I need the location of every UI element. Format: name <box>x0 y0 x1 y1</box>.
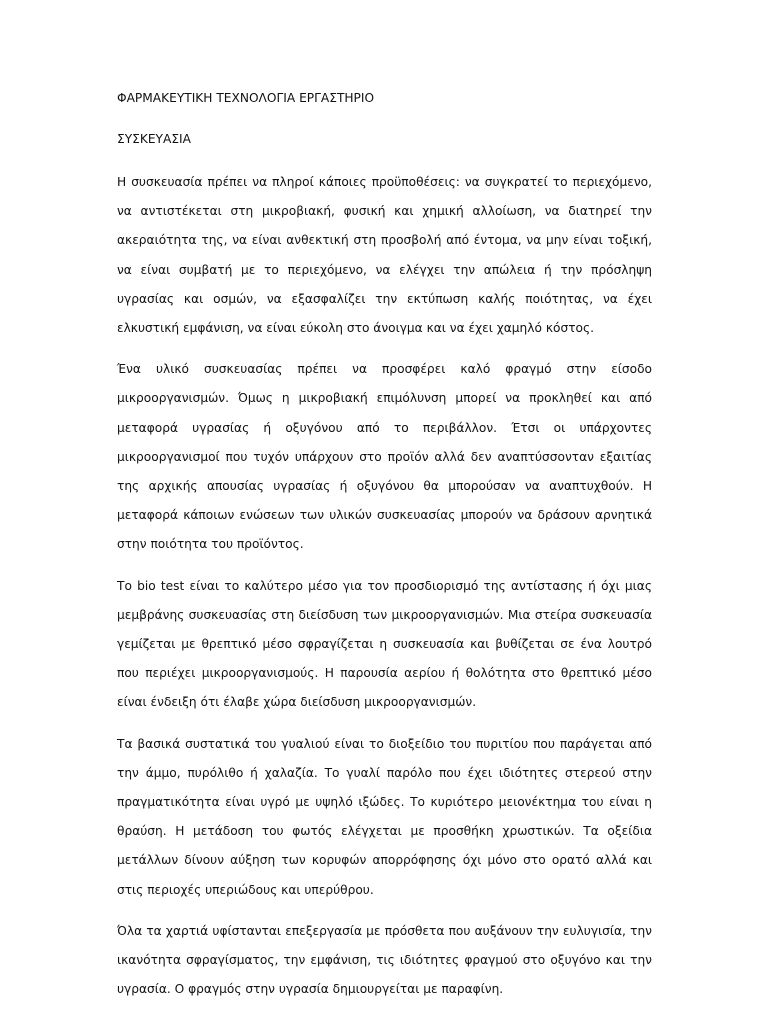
paragraph-glass: Τα βασικά συστατικά του γυαλιού είναι το διοξείδιο του πυριτίου που παράγεται από την άμμο, πυρόλιθο ή χαλαζία. Το γυαλί παρόλο που έχει ιδιότητες στερεού στην πραγματικότητα είναι υγρό με υψηλό ιξώδες. Το κυριότερο μειονέκτημα του είναι η θραύση. Η μετάδοση του φωτός ελέγχεται με προσθήκη χρωστικών. Τα οξείδια μετάλλων δίνουν αύξηση των κορυφών απορρόφησης όχι μόνο στο ορατό αλλά και στις περιοχές υπεριώδους και υπερύθρου. <box>117 736 652 897</box>
paragraph-packaging-requirements: Η συσκευασία πρέπει να πληροί κάποιες προϋποθέσεις: να συγκρατεί το περιεχόμενο, να αντιστέκεται στη μικροβιακή, φυσική και χημική αλλοίωση, να διατηρεί την ακεραιότητα της, να είναι ανθεκτική στη προσβολή από έντομα, να μην είναι τοξική, να είναι συμβατή με το περιεχόμενο, να ελέγχει την απώλεια ή την πρόσληψη υγρασίας και οσμών, να εξασφαλίζει την εκτύπωση καλής ποιότητας, να έχει ελκυστική εμφάνιση, να είναι εύκολη στο άνοιγμα και να έχει χαμηλό κόστος. <box>117 175 652 336</box>
paragraph-bio-test: Το bio test είναι το καλύτερο μέσο για τον προσδιορισμό της αντίστασης ή όχι μιας μεμβράνης συσκευασίας στη διείσδυση των μικροοργανισμών. Μια στείρα συσκευασία γεμίζεται με θρεπτικό μέσο σφραγίζεται η συσκευασία και βυθίζεται σε ένα λουτρό που περιέχει μικροοργανισμούς. Η παρουσία αερίου ή θολότητα στο θρεπτικό μέσο είναι ένδειξη ότι έλαβε χώρα διείσδυση μικροοργανισμών. <box>117 578 652 710</box>
paragraph-microbial-barrier: Ένα υλικό συσκευασίας πρέπει να προσφέρει καλό φραγμό στην είσοδο μικροοργανισμών. Όμως η μικροβιακή επιμόλυνση μπορεί να προκληθεί και από μεταφορά υγρασίας ή οξυγόνου από το περιβάλλον. Έτσι οι υπάρχοντες μικροοργανισμοί που τυχόν υπάρχουν στο προϊόν αλλά δεν αναπτύσσονταν εξαιτίας της αρχικής απουσίας υγρασίας ή οξυγόνου θα μπορούσαν να αναπτυχθούν. Η μεταφορά κάποιων ενώσεων των υλικών συσκευασίας μπορούν να δράσουν αρνητικά στην ποιότητα του προϊόντος. <box>117 362 652 552</box>
section-title: ΣΥΣΚΕΥΑΣΙΑ <box>117 132 191 146</box>
document-page <box>117 86 652 1004</box>
document-title: ΦΑΡΜΑΚΕΥΤΙΚΗ ΤΕΧΝΟΛΟΓΙΑ ΕΡΓΑΣΤΗΡΙΟ <box>117 91 375 105</box>
paragraph-paper: Όλα τα χαρτιά υφίστανται επεξεργασία με πρόσθετα που αυξάνουν την ευλυγισία, την ικανότητα σφραγίσματος, την εμφάνιση, τις ιδιότητες φραγμού στο οξυγόνο και την υγρασία. Ο φραγμός στην υγρασία δημιουργείται με παραφίνη. <box>117 923 652 997</box>
